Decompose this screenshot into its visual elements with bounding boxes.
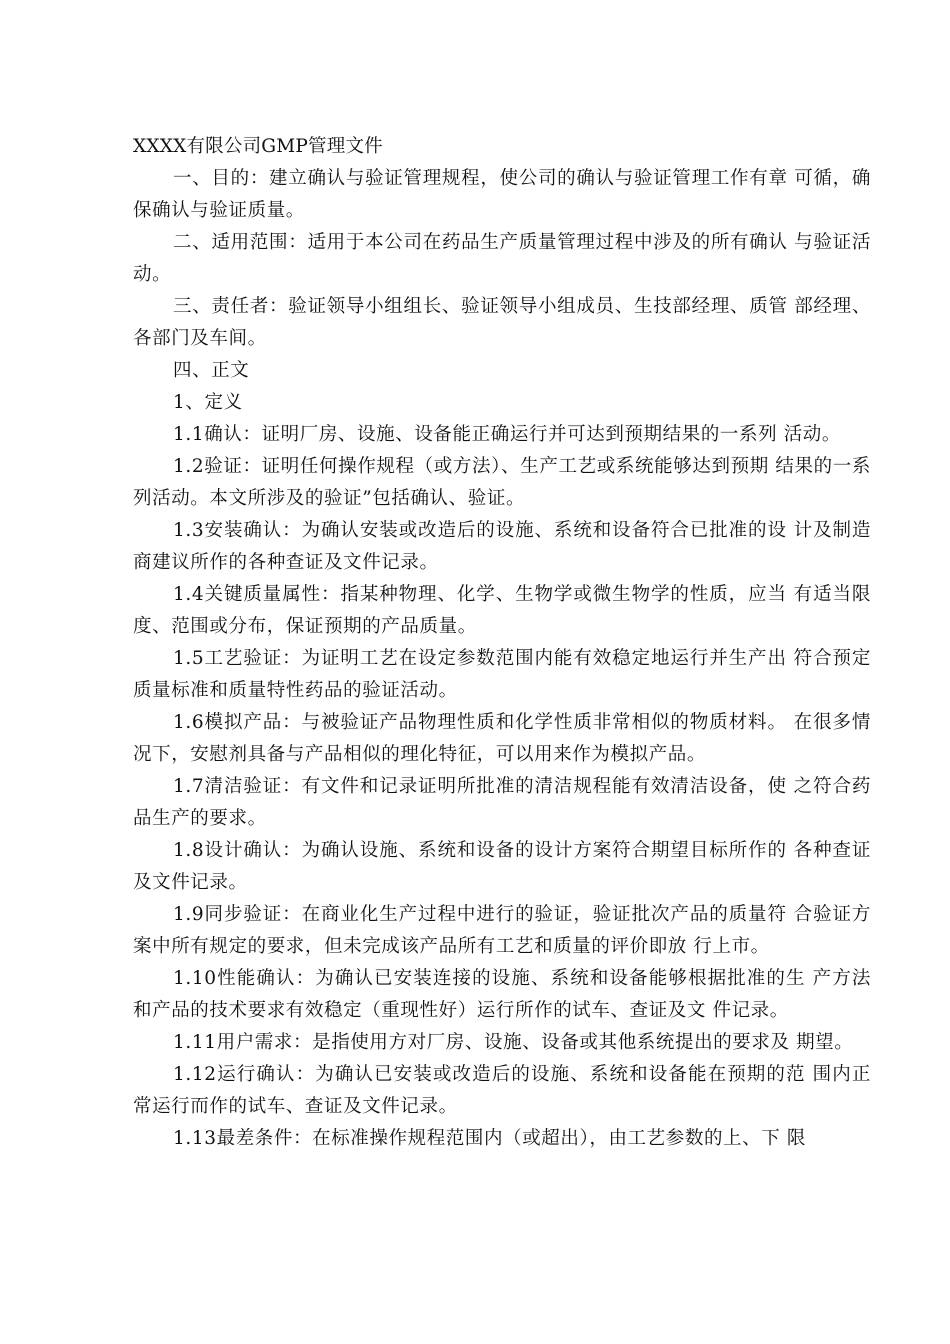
definition-item: 1.1确认：证明厂房、设施、设备能正确运行并可达到预期结果的一系列 活动。 xyxy=(173,424,842,445)
definition-item: 1.12运行确认：为确认已安装或改造后的设施、系统和设备能在预期的范 围内正常运行而作的试车、查证及文件记录。 xyxy=(133,1064,871,1117)
section-responsibility: 三、责任者：验证领导小组组长、验证领导小组成员、生技部经理、质管 部经理、各部门及车间。 xyxy=(133,296,871,349)
definition-item: 1.9同步验证：在商业化生产过程中进行的验证，验证批次产品的质量符 合验证方案中所有规定的要求，但未完成该产品所有工艺和质量的评价即放 行上市。 xyxy=(133,904,871,957)
definition-item: 1.11用户需求：是指使用方对厂房、设施、设备或其他系统提出的要求及 期望。 xyxy=(173,1032,854,1053)
definition-item: 1.6模拟产品：与被验证产品物理性质和化学性质非常相似的物质材料。 在很多情况下，安慰剂具备与产品相似的理化特征，可以用来作为模拟产品。 xyxy=(133,712,871,765)
definition-item: 1.10性能确认：为确认已安装连接的设施、系统和设备能够根据批准的生 产方法和产品的技术要求有效稳定（重现性好）运行所作的试车、查证及文 件记录。 xyxy=(133,968,871,1021)
definition-item: 1.13最差条件：在标准操作规程范围内（或超出），由工艺参数的上、下 限 xyxy=(173,1128,806,1149)
document-body xyxy=(133,131,871,1155)
definition-item: 1.3安装确认：为确认安装或改造后的设施、系统和设备符合已批准的设 计及制造商建议所作的各种查证及文件记录。 xyxy=(133,520,871,573)
section-body-heading: 四、正文 xyxy=(173,360,250,381)
section-scope: 二、适用范围：适用于本公司在药品生产质量管理过程中涉及的所有确认 与验证活动。 xyxy=(133,232,871,285)
definition-item: 1.8设计确认：为确认设施、系统和设备的设计方案符合期望目标所作的 各种查证及文件记录。 xyxy=(133,840,871,893)
definition-item: 1.4关键质量属性：指某种物理、化学、生物学或微生物学的性质，应当 有适当限度、范围或分布，保证预期的产品质量。 xyxy=(133,584,871,637)
document-header: XXXX有限公司GMP管理文件 xyxy=(133,136,383,157)
section-purpose: 一、目的：建立确认与验证管理规程，使公司的确认与验证管理工作有章 可循，确保确认与验证质量。 xyxy=(133,168,871,221)
definition-item: 1.5工艺验证：为证明工艺在设定参数范围内能有效稳定地运行并生产出 符合预定质量标准和质量特性药品的验证活动。 xyxy=(133,648,871,701)
definition-item: 1.2验证：证明任何操作规程（或方法）、生产工艺或系统能够达到预期 结果的一系列活动。本文所涉及的验证”包括确认、验证。 xyxy=(133,456,871,509)
definitions-heading: 1、定义 xyxy=(173,392,243,413)
definition-item: 1.7清洁验证：有文件和记录证明所批准的清洁规程能有效清洁设备，使 之符合药品生产的要求。 xyxy=(133,776,871,829)
